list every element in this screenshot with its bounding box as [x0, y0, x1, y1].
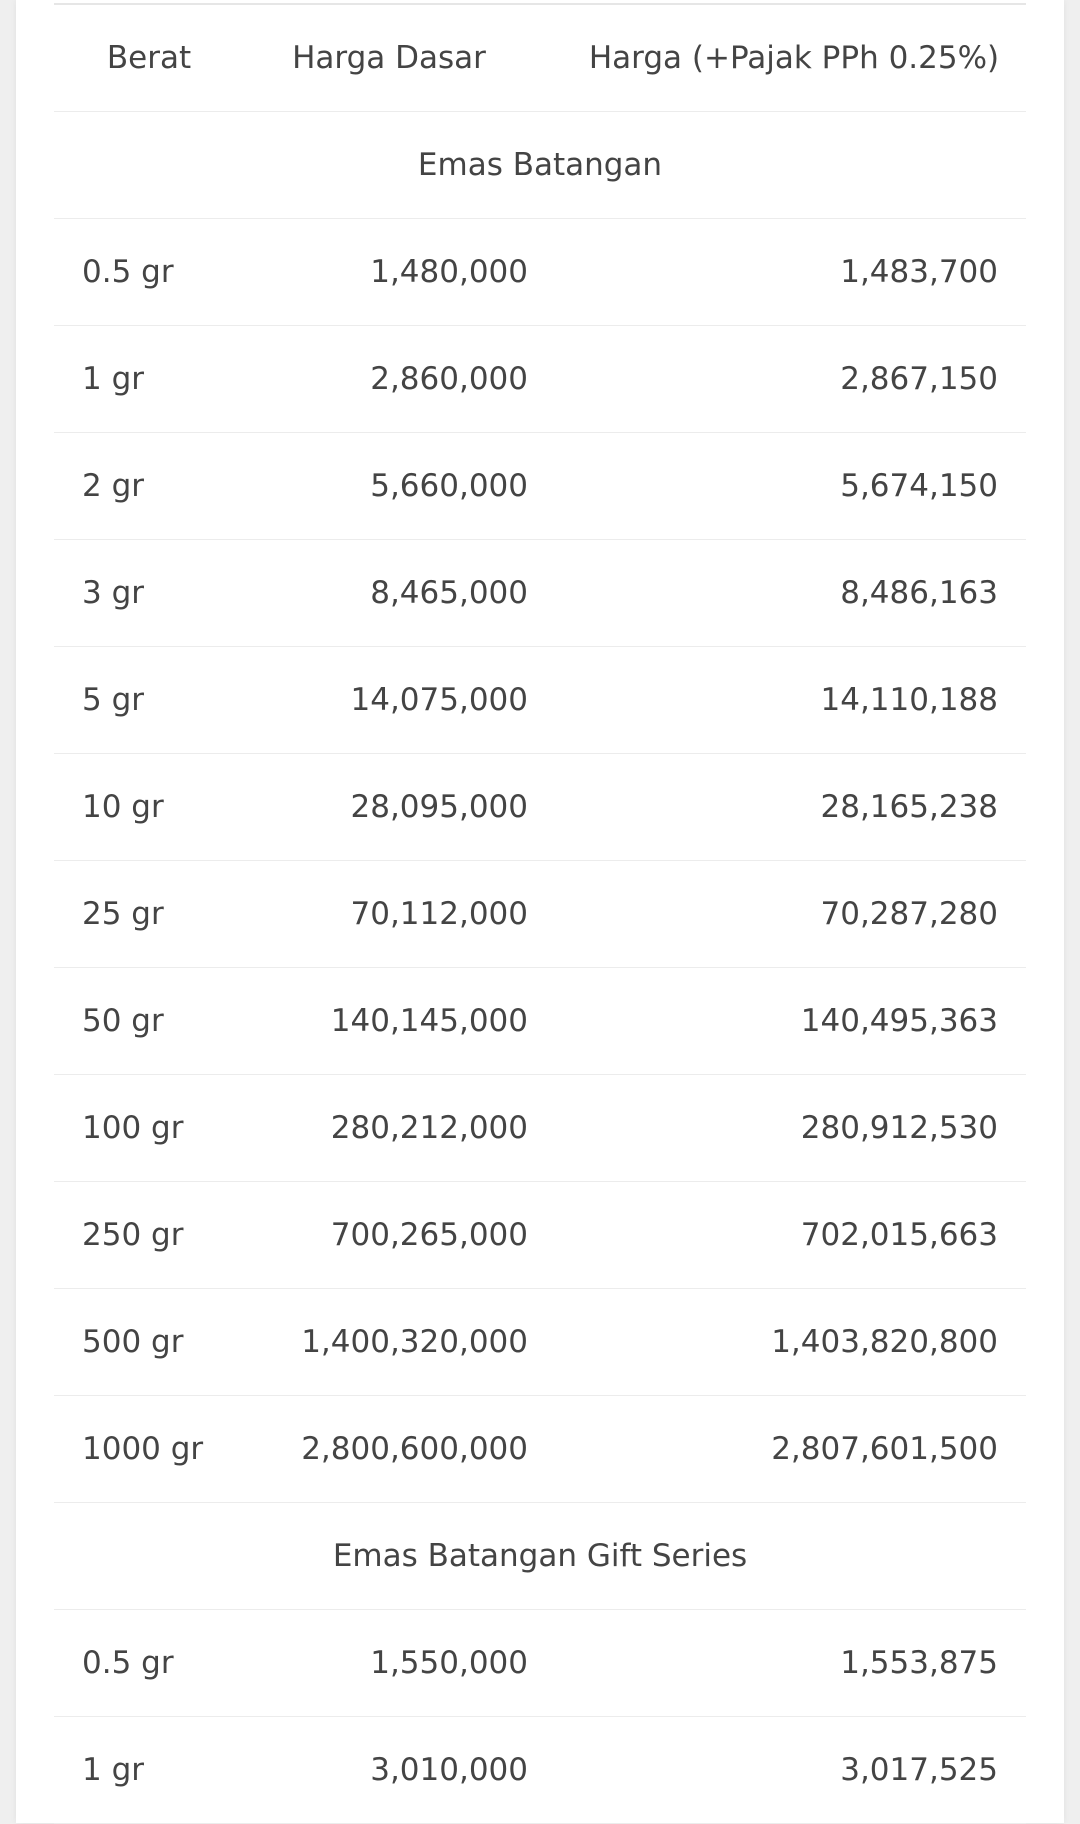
price-with-tax-cell: 3,017,525: [840, 1752, 998, 1788]
base-price-cell: 280,212,000: [330, 1110, 528, 1146]
section-row: [54, 112, 1026, 219]
table-row: [54, 540, 1026, 647]
weight-cell: 50 gr: [82, 1003, 164, 1039]
price-with-tax-cell: 8,486,163: [840, 575, 998, 611]
price-with-tax-cell: 702,015,663: [800, 1217, 998, 1253]
table-row: [54, 1610, 1026, 1717]
base-price-cell: 700,265,000: [330, 1217, 528, 1253]
table-row: [54, 754, 1026, 861]
base-price-cell: 2,800,600,000: [301, 1431, 528, 1467]
table-row: [54, 1396, 1026, 1503]
table-row: [54, 219, 1026, 326]
section-title: Emas Batangan: [417, 147, 663, 183]
weight-cell: 5 gr: [82, 682, 144, 718]
table-row: [54, 1717, 1026, 1824]
base-price-cell: 28,095,000: [350, 789, 528, 825]
price-with-tax-cell: 1,553,875: [840, 1645, 998, 1681]
price-with-tax-cell: 14,110,188: [820, 682, 998, 718]
base-price-cell: 2,860,000: [370, 361, 528, 397]
table-row: [54, 1182, 1026, 1289]
weight-cell: 10 gr: [82, 789, 164, 825]
table-row: [54, 861, 1026, 968]
header-base-price: Harga Dasar: [292, 40, 486, 76]
header-price-with-tax: Harga (+Pajak PPh 0.25%): [588, 40, 1000, 76]
base-price-cell: 70,112,000: [350, 896, 528, 932]
weight-cell: 250 gr: [82, 1217, 184, 1253]
base-price-cell: 3,010,000: [370, 1752, 528, 1788]
section-row: [54, 1503, 1026, 1610]
weight-cell: 1000 gr: [82, 1431, 204, 1467]
weight-cell: 1 gr: [82, 361, 144, 397]
table-row: [54, 647, 1026, 754]
price-with-tax-cell: 2,807,601,500: [771, 1431, 998, 1467]
price-with-tax-cell: 1,403,820,800: [771, 1324, 998, 1360]
header-weight: Berat: [106, 40, 192, 76]
price-with-tax-cell: 280,912,530: [800, 1110, 998, 1146]
base-price-cell: 8,465,000: [370, 575, 528, 611]
base-price-cell: 140,145,000: [330, 1003, 528, 1039]
base-price-cell: 1,550,000: [370, 1645, 528, 1681]
weight-cell: 25 gr: [82, 896, 164, 932]
weight-cell: 0.5 gr: [82, 1645, 174, 1681]
weight-cell: 2 gr: [82, 468, 144, 504]
table-row: [54, 1075, 1026, 1182]
table-row: [54, 326, 1026, 433]
price-with-tax-cell: 140,495,363: [800, 1003, 998, 1039]
base-price-cell: 1,400,320,000: [301, 1324, 528, 1360]
price-with-tax-cell: 5,674,150: [840, 468, 998, 504]
price-with-tax-cell: 2,867,150: [840, 361, 998, 397]
table-row: [54, 1289, 1026, 1396]
base-price-cell: 1,480,000: [370, 254, 528, 290]
price-table-card: [16, 0, 1064, 1823]
weight-cell: 100 gr: [82, 1110, 184, 1146]
table-row: [54, 433, 1026, 540]
weight-cell: 1 gr: [82, 1752, 144, 1788]
weight-cell: 0.5 gr: [82, 254, 174, 290]
price-with-tax-cell: 28,165,238: [820, 789, 998, 825]
price-with-tax-cell: 1,483,700: [840, 254, 998, 290]
weight-cell: 3 gr: [82, 575, 144, 611]
weight-cell: 500 gr: [82, 1324, 184, 1360]
price-with-tax-cell: 70,287,280: [820, 896, 998, 932]
table-row: [54, 968, 1026, 1075]
base-price-cell: 5,660,000: [370, 468, 528, 504]
gold-price-table: [54, 3, 1026, 1824]
base-price-cell: 14,075,000: [350, 682, 528, 718]
table-header-row: [54, 5, 1026, 112]
section-title: Emas Batangan Gift Series: [332, 1538, 748, 1574]
